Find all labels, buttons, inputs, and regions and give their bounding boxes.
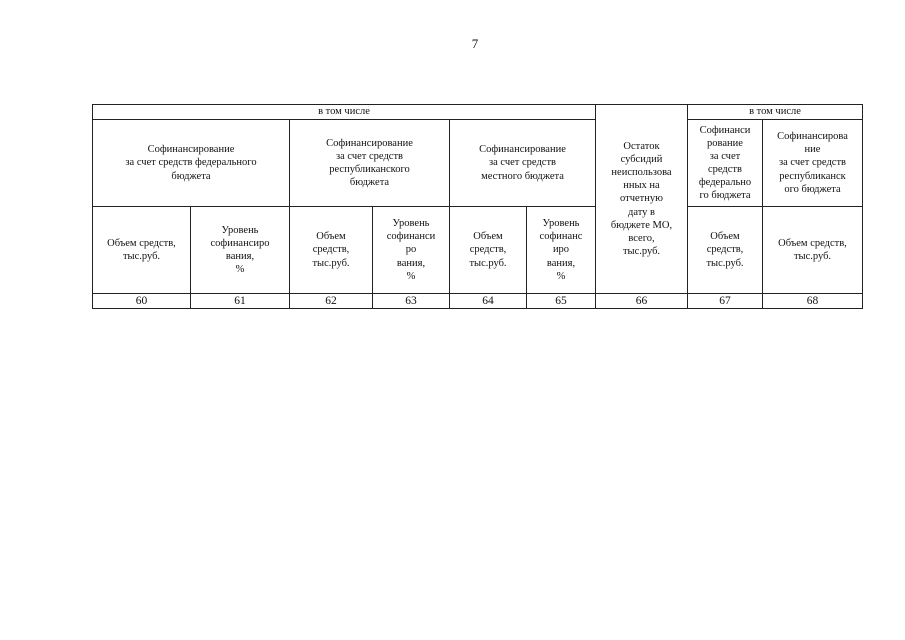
col-63-header: Уровень софинанси ро вания, % [373, 207, 450, 294]
column-number-row [93, 294, 863, 309]
column-number: 65 [527, 294, 596, 309]
federal-header: Софинансирование за счет средств федерального бюджета [93, 120, 290, 207]
col-60-header: Объем средств, тыс.руб. [93, 207, 191, 294]
republic-header: Софинансирование за счет средств республиканского бюджета [290, 120, 450, 207]
federal-balance-header: Софинанси рование за счет средств федерально го бюджета [688, 120, 763, 207]
col-64-header: Объем средств, тыс.руб. [450, 207, 527, 294]
republic-balance-header: Софинансирова ние за счет средств республиканск ого бюджета [763, 120, 863, 207]
balance-header: Остаток субсидий неиспользова нных на отчетную дату в бюджете МО, всего, тыс.руб. [596, 105, 688, 294]
col-68-header: Объем средств, тыс.руб. [763, 207, 863, 294]
column-number: 63 [373, 294, 450, 309]
column-number: 67 [688, 294, 763, 309]
header-row-sources [93, 120, 863, 207]
column-number: 68 [763, 294, 863, 309]
header-row-group [93, 105, 863, 120]
group-label-left: в том числе [93, 105, 596, 120]
page-number: 7 [471, 36, 479, 51]
column-number: 62 [290, 294, 373, 309]
header-row-measures [93, 207, 863, 294]
col-61-header: Уровень софинансиро вания, % [191, 207, 290, 294]
col-67-header: Объем средств, тыс.руб. [688, 207, 763, 294]
col-62-header: Объем средств, тыс.руб. [290, 207, 373, 294]
column-number: 61 [191, 294, 290, 309]
cofinancing-table [92, 104, 863, 309]
col-65-header: Уровень софинанс иро вания, % [527, 207, 596, 294]
local-header: Софинансирование за счет средств местного бюджета [450, 120, 596, 207]
column-number: 64 [450, 294, 527, 309]
group-label-right: в том числе [688, 105, 863, 120]
column-number: 60 [93, 294, 191, 309]
column-number: 66 [596, 294, 688, 309]
